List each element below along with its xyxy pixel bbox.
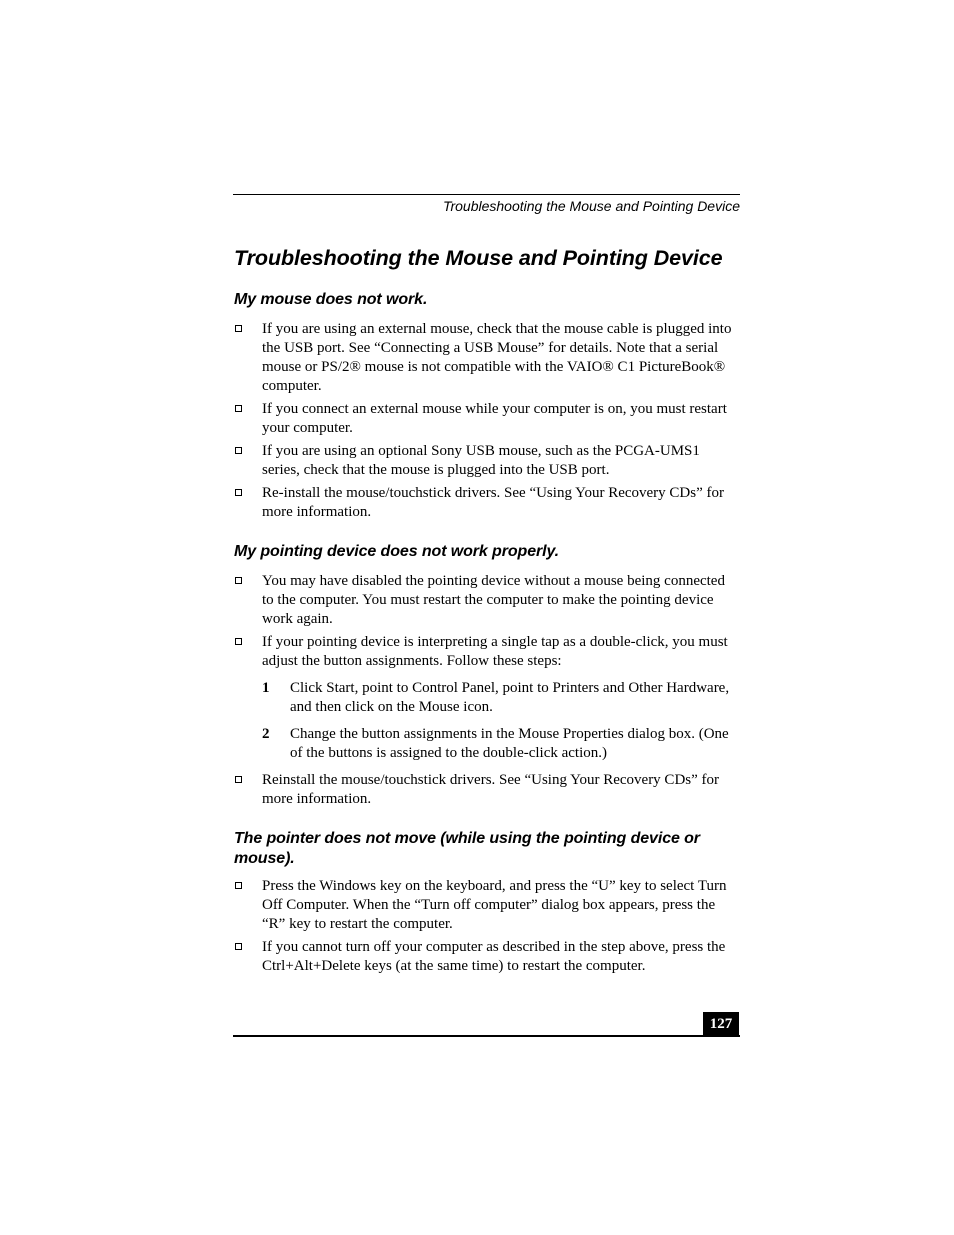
list-item: [234, 938, 740, 976]
step-text: Click Start, point to Control Panel, point to Printers and Other Hardware, and then click on the Mouse icon.: [290, 680, 730, 715]
checkbox-bullet-icon: [235, 405, 242, 412]
list-item-text: Re-install the mouse/touchstick drivers. See “Using Your Recovery CDs” for more information.: [262, 485, 725, 520]
bullet-list: [234, 320, 740, 522]
step-item: [262, 725, 740, 763]
step-number: 1: [262, 680, 270, 696]
step-item: [262, 679, 740, 717]
list-item-text: Press the Windows key on the keyboard, and press the “U” key to select Turn Off Computer. When the “Turn off computer” dialog box appears, press the “R” key to restart the computer.: [262, 878, 727, 932]
list-item: [234, 442, 740, 480]
running-header: Troubleshooting the Mouse and Pointing Device: [442, 198, 740, 214]
list-item-text: If you cannot turn off your computer as described in the step above, press the Ctrl+Alt+Delete keys (at the same time) to restart the computer.: [262, 939, 726, 974]
page-content: [234, 243, 740, 980]
list-item: [234, 633, 740, 671]
list-item: [234, 484, 740, 522]
page-number: 127: [703, 1012, 739, 1036]
page-title: Troubleshooting the Mouse and Pointing Device: [234, 246, 723, 270]
step-number: 2: [262, 726, 270, 742]
footer-rule: [233, 1035, 740, 1037]
checkbox-bullet-icon: [235, 943, 242, 950]
list-item: [234, 572, 740, 629]
checkbox-bullet-icon: [235, 882, 242, 889]
bullet-list: [234, 877, 740, 976]
list-item-text: If you are using an optional Sony USB mouse, such as the PCGA-UMS1 series, check that the mouse is plugged into the USB port.: [262, 443, 700, 478]
list-item: [234, 877, 740, 934]
bullet-list: [234, 572, 740, 671]
checkbox-bullet-icon: [235, 776, 242, 783]
numbered-steps: [262, 679, 740, 763]
section-heading-mouse-not-working: My mouse does not work.: [234, 291, 428, 308]
checkbox-bullet-icon: [235, 447, 242, 454]
list-item: [234, 320, 740, 396]
list-item: [234, 400, 740, 438]
list-item-text: If you connect an external mouse while your computer is on, you must restart your computer.: [262, 401, 727, 436]
list-item: [234, 771, 740, 809]
list-item-text: If you are using an external mouse, check that the mouse cable is plugged into the USB port. See “Connecting a USB Mouse” for details. Note that a serial mouse or PS/2® mouse is not compatible with the VAIO® C1 PictureBook® computer.: [262, 321, 732, 394]
checkbox-bullet-icon: [235, 489, 242, 496]
bullet-list: [234, 771, 740, 809]
section-heading-pointing-device: My pointing device does not work properly.: [234, 543, 560, 560]
list-item-text: If your pointing device is interpreting a single tap as a double-click, you must adjust the button assignments. Follow these steps:: [262, 634, 728, 669]
list-item-text: You may have disabled the pointing device without a mouse being connected to the computer. You must restart the computer to make the pointing device work again.: [262, 573, 725, 627]
step-text: Change the button assignments in the Mouse Properties dialog box. (One of the buttons is assigned to the double-click action.): [290, 726, 729, 761]
checkbox-bullet-icon: [235, 577, 242, 584]
header-rule: [233, 194, 740, 195]
checkbox-bullet-icon: [235, 325, 242, 332]
checkbox-bullet-icon: [235, 638, 242, 645]
section-heading-pointer-not-moving: The pointer does not move (while using the pointing device or mouse).: [234, 830, 700, 867]
list-item-text: Reinstall the mouse/touchstick drivers. See “Using Your Recovery CDs” for more information.: [262, 772, 720, 807]
